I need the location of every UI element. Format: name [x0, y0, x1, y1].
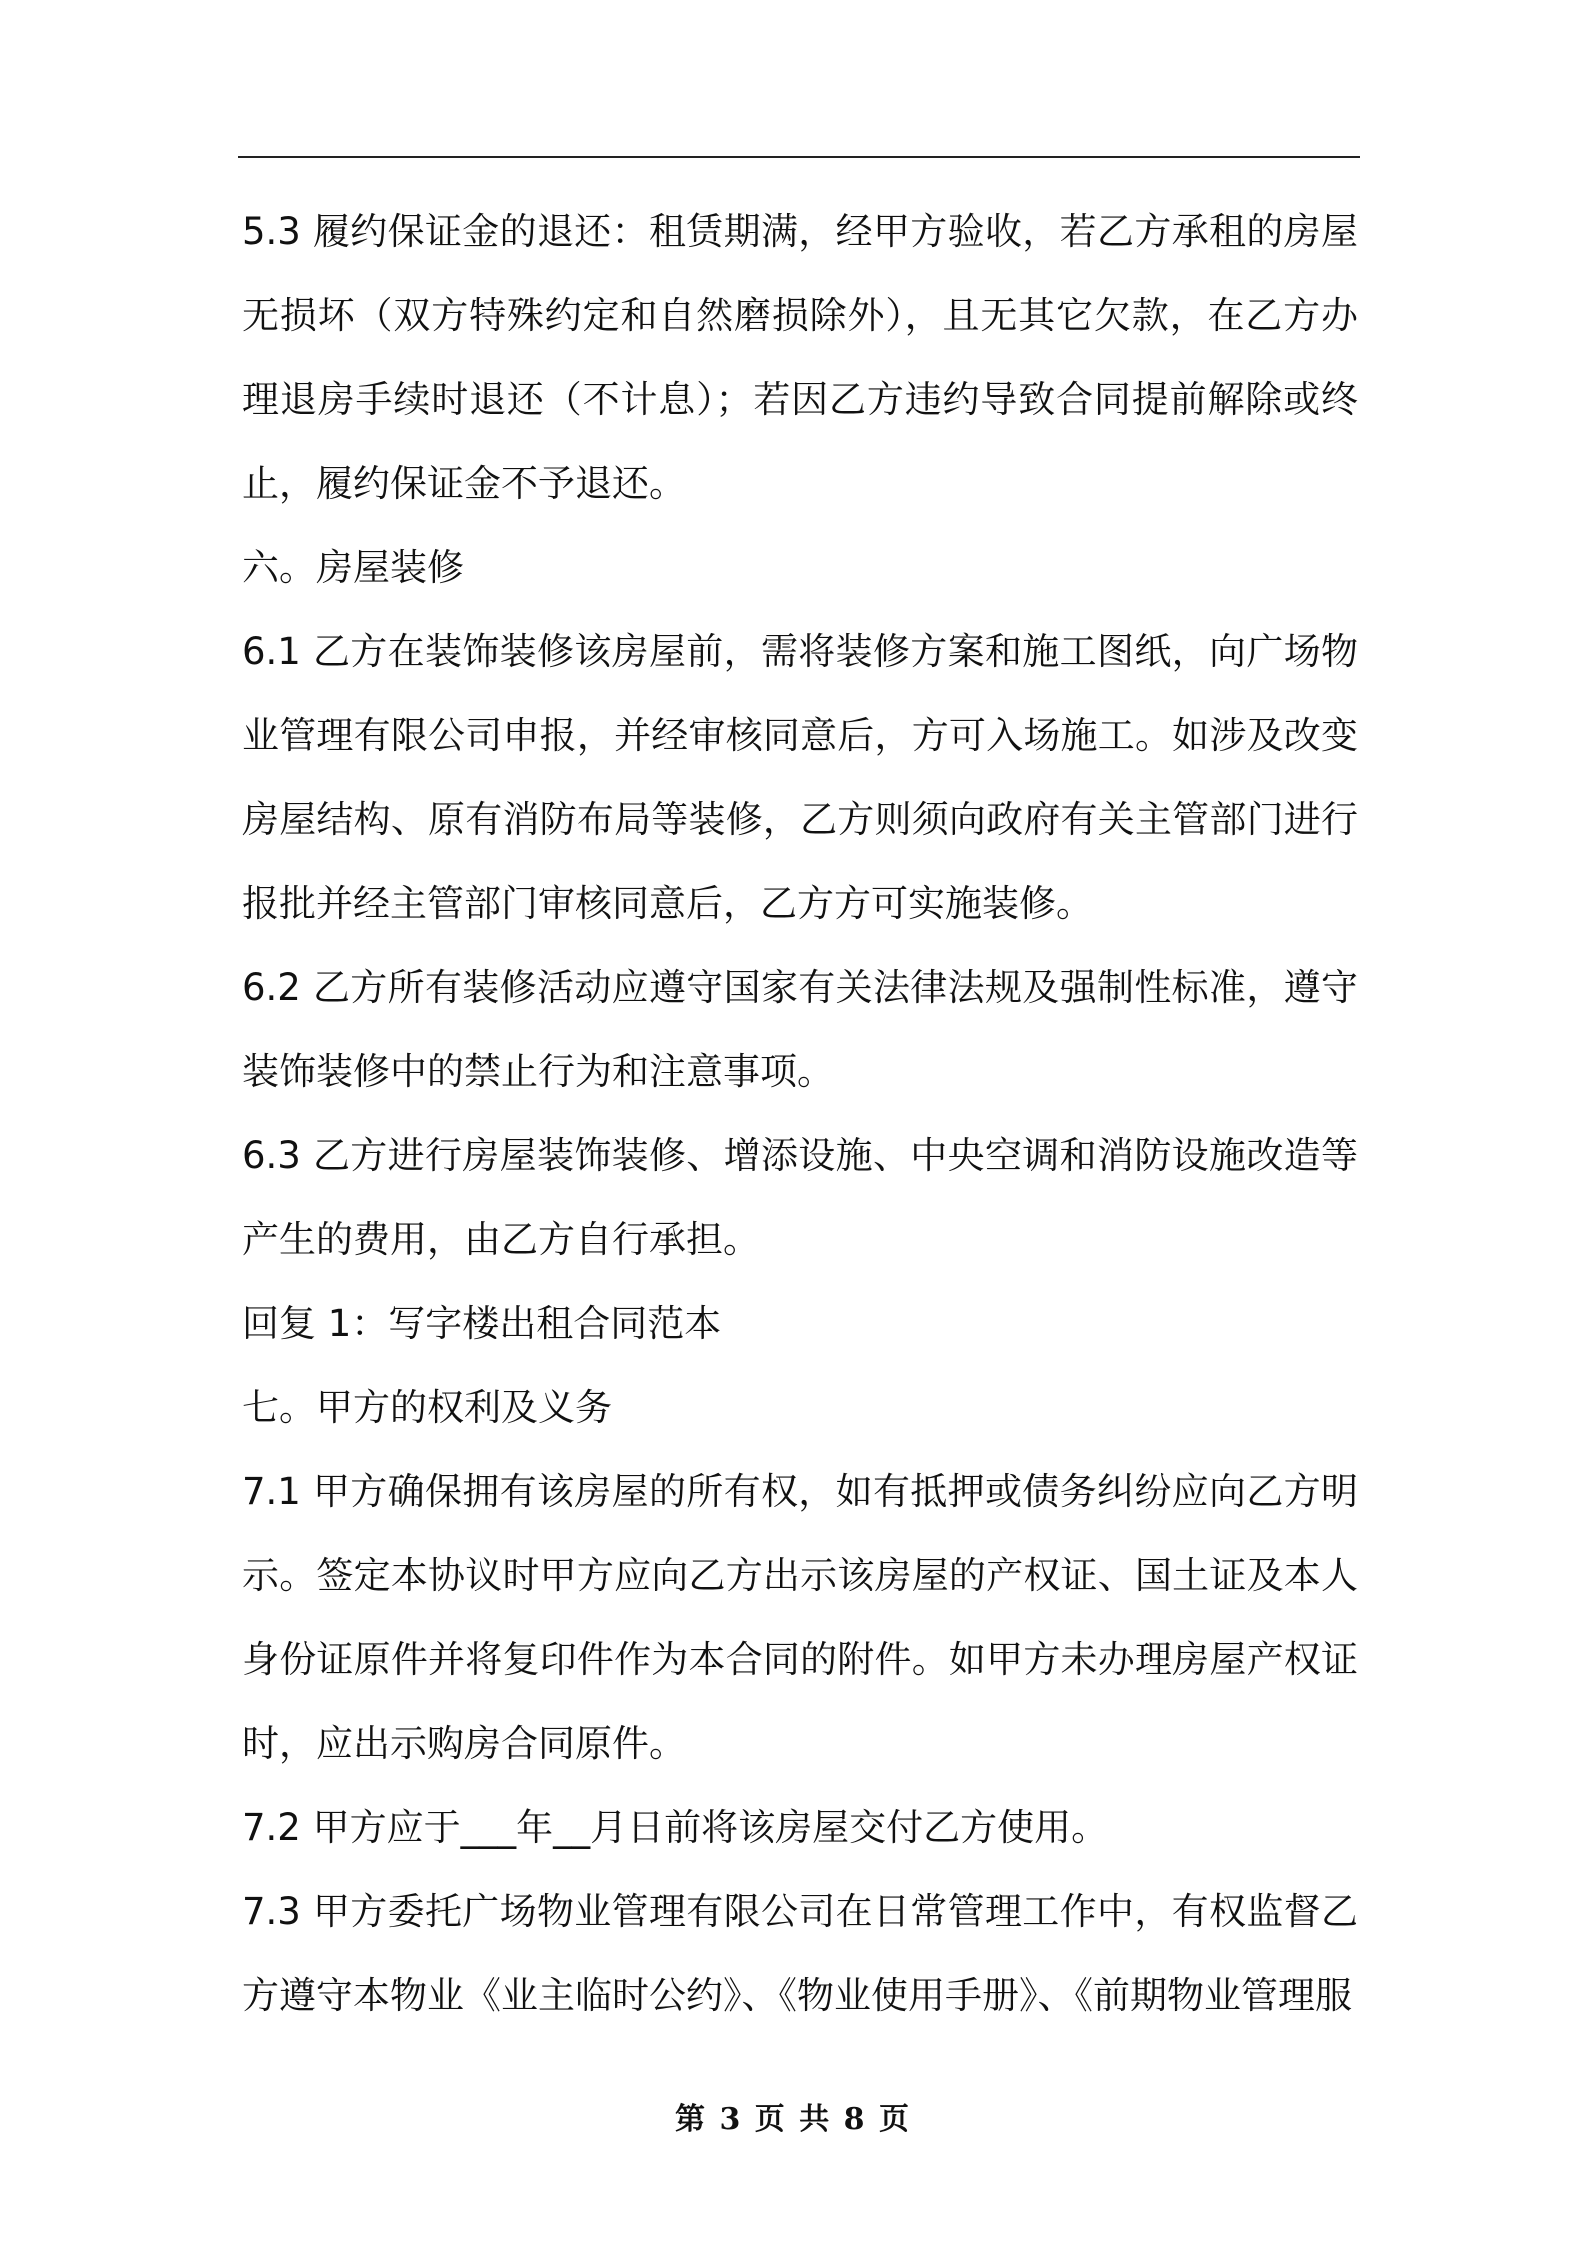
clause-6-2: 6.2 乙方所有装修活动应遵守国家有关法律法规及强制性标准，遵守装饰装修中的禁止行为和注意事项。: [242, 966, 1358, 1093]
header-rule: [238, 156, 1360, 158]
clause-6-3: 6.3 乙方进行房屋装饰装修、增添设施、中央空调和消防设施改造等产生的费用，由乙方自行承担。: [242, 1134, 1358, 1261]
clause-5-3: 5.3 履约保证金的退还：租赁期满，经甲方验收，若乙方承租的房屋无损坏（双方特殊约定和自然磨损除外），且无其它欠款，在乙方办理退房手续时退还（不计息）；若因乙方违约导致合同提前解除或终止，履约保证金不予退还。: [242, 210, 1358, 505]
clause-7-3: 7.3 甲方委托广场物业管理有限公司在日常管理工作中，有权监督乙方遵守本物业《业主临时公约》、《物业使用手册》、《前期物业管理服: [242, 1890, 1358, 2017]
clause-7-1: 7.1 甲方确保拥有该房屋的所有权，如有抵押或债务纠纷应向乙方明示。签定本协议时甲方应向乙方出示该房屋的产权证、国土证及本人身份证原件并将复印件作为本合同的附件。如甲方未办理房屋产权证时，应出示购房合同原件。: [242, 1470, 1358, 1765]
page-number: 第 3 页 共 8 页: [675, 2102, 911, 2137]
clause-6-1: 6.1 乙方在装饰装修该房屋前，需将装修方案和施工图纸，向广场物业管理有限公司申报，并经审核同意后，方可入场施工。如涉及改变房屋结构、原有消防布局等装修，乙方则须向政府有关主管部门进行报批并经主管部门审核同意后，乙方方可实施装修。: [242, 630, 1358, 925]
clause-7-2: 7.2 甲方应于___年__月日前将该房屋交付乙方使用。: [242, 1806, 1109, 1849]
document-body: [242, 190, 1358, 2038]
section-heading-6: 六。房屋装修: [242, 546, 464, 589]
section-heading-7: 七。甲方的权利及义务: [242, 1386, 612, 1429]
reply-heading: 回复 1：写字楼出租合同范本: [242, 1302, 722, 1345]
